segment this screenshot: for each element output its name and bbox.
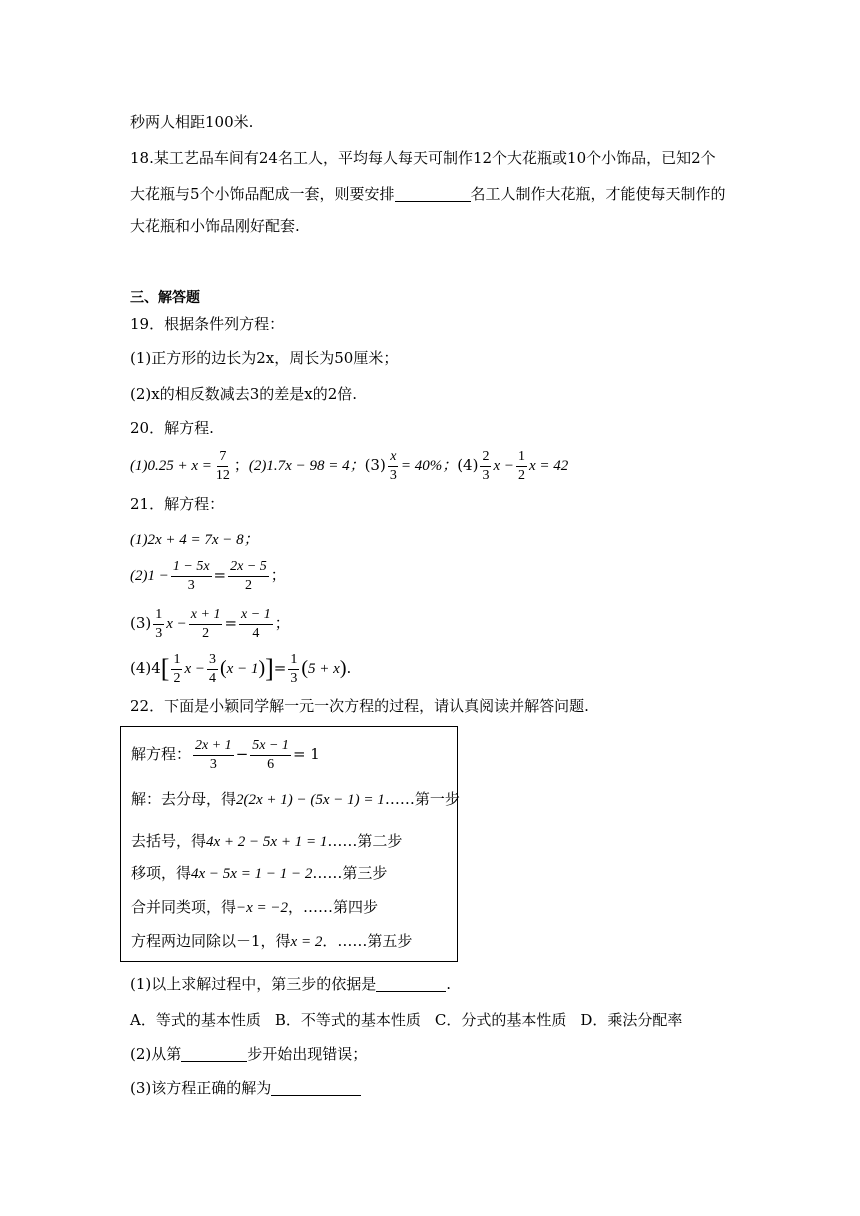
q22-options: [130, 1010, 682, 1030]
q22-stem: 22．下面是小颖同学解一元一次方程的过程，请认真阅读并解答问题.: [130, 697, 589, 715]
q21-part3: (3) $\frac{1}{3}$ x − $\frac{x + 1}{2}$ = $\frac{x - 1}{4}$ ；: [130, 606, 290, 641]
box-step1: 解：去分母，得2(2x + 1) − (5x − 1) = 1……第一步: [131, 790, 460, 808]
q22-sub3-blank[interactable]: [271, 1079, 361, 1096]
q20-equations: (1)0.25 + x = $\frac{7}{12}$ ；(2)1.7x − 98 = 4；(3) $\frac{x}{3}$ = 40%；(4) $\frac{2}{3}$ x − $\frac{1}{2}$ x = 42: [130, 448, 569, 483]
q20-eq2: (2)1.7x − 98 = 4；: [248, 458, 365, 474]
q19-stem: 19．根据条件列方程：: [130, 315, 285, 333]
q21-p3-frac1: $\frac{1}{3}$: [155, 606, 163, 641]
q21-p3-frac3: $\frac{x - 1}{4}$: [241, 606, 271, 641]
q19-part2: (2)x的相反数减去3的差是x的2倍.: [130, 385, 358, 403]
q22-sub2-blank[interactable]: [181, 1045, 247, 1062]
q18-line1: 18.某工艺品车间有24名工人，平均每人每天可制作12个大花瓶或10个小饰品，已知2个: [130, 149, 716, 167]
q20-eq1: (1)0.25 + x =: [130, 458, 212, 474]
q21-p2-frac1: $\frac{1 - 5x}{3}$: [172, 558, 210, 593]
q21-part2: (2)1 − $\frac{1 - 5x}{3}$ = $\frac{2x - 5}{2}$ ；: [130, 558, 286, 593]
q22-sub1: (1)以上求解过程中，第三步的依据是 .: [130, 975, 452, 993]
box-step2: 去括号，得4x + 2 − 5x + 1 = 1……第二步: [131, 832, 403, 850]
solution-box: [120, 726, 458, 962]
q22-sub3: (3)该方程正确的解为: [130, 1078, 361, 1098]
box-equation: 解方程： $\frac{2x + 1}{3}$ − $\frac{5x - 1}{6}$ = 1: [131, 737, 320, 772]
box-frac2: $\frac{5x - 1}{6}$: [252, 737, 289, 772]
q17-tail: 秒两人相距100米.: [130, 113, 254, 131]
q18-line2: [130, 184, 726, 204]
q21-part1: (1)2x + 4 = 7x − 8；: [130, 532, 259, 548]
option-d[interactable]: D．乘法分配率: [580, 1011, 683, 1029]
q20-eq3: = 40%；: [400, 458, 458, 474]
q20-frac2: $\frac{x}{3}$: [389, 448, 397, 483]
q20-stem: 20．解方程.: [130, 419, 214, 437]
q18-text-a: 大花瓶与5个小饰品配成一套，则要安排: [130, 185, 395, 203]
q20-frac4: $\frac{1}{2}$: [517, 448, 525, 483]
box-step3: 移项，得4x − 5x = 1 − 1 − 2……第三步: [131, 864, 388, 882]
option-c[interactable]: C．分式的基本性质: [434, 1011, 567, 1029]
q18-text-b: 名工人制作大花瓶，才能使每天制作的: [470, 185, 726, 203]
q22-sub1-blank[interactable]: [376, 975, 446, 992]
q21-part4: (4)4[ $\frac{1}{2}$ x − $\frac{3}{4}$ (x − 1)]= $\frac{1}{3}$ (5 + x).: [130, 651, 352, 686]
q21-p4-frac1: $\frac{1}{2}$: [173, 651, 181, 686]
option-a[interactable]: A．等式的基本性质: [130, 1011, 261, 1029]
q18-line3: 大花瓶和小饰品刚好配套.: [130, 217, 300, 235]
q18-answer-blank[interactable]: [395, 185, 471, 202]
q21-p4-frac3: $\frac{1}{3}$: [290, 651, 298, 686]
option-b[interactable]: B．不等式的基本性质: [274, 1011, 421, 1029]
q21-stem: 21．解方程：: [130, 495, 225, 513]
q20-frac1: $\frac{7}{12}$: [215, 448, 230, 483]
q21-p4-frac2: $\frac{3}{4}$: [209, 651, 216, 686]
box-step5: 方程两边同除以－1，得x = 2．……第五步: [131, 932, 413, 950]
q19-part1: (1)正方形的边长为2x，周长为50厘米；: [130, 349, 399, 367]
q21-p2-frac2: $\frac{2x - 5}{2}$: [230, 558, 267, 593]
section-heading: 三、解答题: [130, 290, 200, 306]
box-step4: 合并同类项，得−x = −2，……第四步: [131, 898, 379, 916]
box-frac1: $\frac{2x + 1}{3}$: [195, 737, 232, 772]
q20-eq4: x = 42: [528, 458, 569, 474]
q21-p3-frac2: $\frac{x + 1}{2}$: [190, 606, 221, 641]
q22-sub2: (2)从第 步开始出现错误；: [130, 1045, 368, 1063]
q20-frac3: $\frac{2}{3}$: [482, 448, 490, 483]
